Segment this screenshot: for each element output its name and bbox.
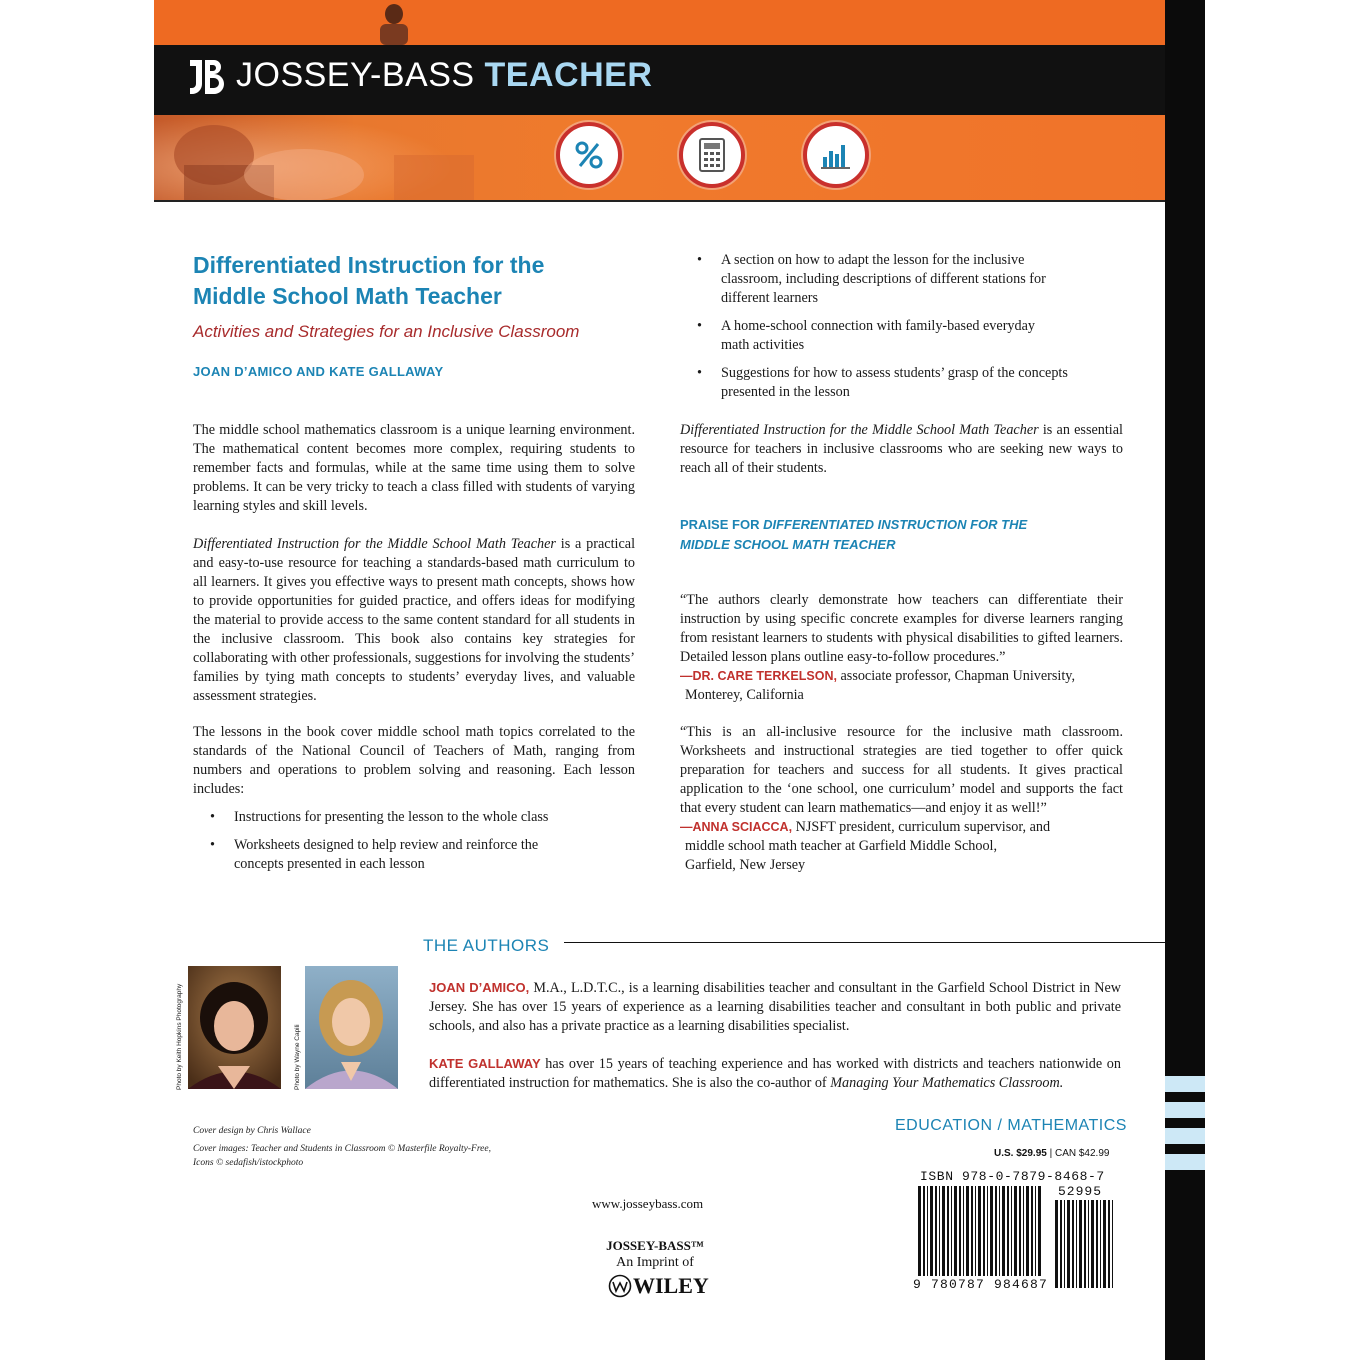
barcode-bar (1108, 1200, 1110, 1288)
barcode-bar (1064, 1200, 1065, 1288)
quote-attribution (680, 667, 1123, 686)
barcode-bar (995, 1186, 997, 1276)
bar-chart-icon (803, 122, 869, 188)
barcode-bar (1035, 1186, 1036, 1276)
barcode-bar (1067, 1200, 1070, 1288)
spine-stripe (1165, 1076, 1205, 1092)
barcode-bar (927, 1186, 928, 1276)
barcode-bar (959, 1186, 961, 1276)
teacher-photo (364, 0, 424, 45)
book-title-ref: Differentiated Instruction for the Middle School Math Teacher (680, 422, 1039, 438)
barcode-bar (930, 1186, 933, 1276)
price: U.S. $29.95 | CAN $42.99 (994, 1148, 1110, 1159)
description-paragraph-3: The lessons in the book cover middle school math topics correlated to the standards of the National Council of Teachers of Math, ranging from numbers and operations to problem solving and reasoning. Each lesson includes: (193, 724, 635, 797)
quote-attribution (680, 818, 1123, 837)
wiley-seal-icon (608, 1274, 632, 1298)
classroom-photo (154, 115, 474, 201)
book-authors: JOAN D’AMICO AND KATE GALLAWAY (193, 364, 444, 379)
author-bio-text: M.A., L.D.T.C., is a learning disabilities teacher and consultant in the Garfield School District in New Jersey. She has over 15 years of experience as a learning disabilities teacher and consultant in both public and private schools, and also has a private practice as a learning disabilities specialist. (429, 980, 1121, 1034)
brand-wordmark (236, 56, 652, 95)
author-photo-joan (188, 966, 281, 1089)
description-paragraph-1: The middle school mathematics classroom is a unique learning environment. The mathematical content becomes more complex, requiring students to remember facts and formulas, while at the same time using them to solve problems. It can be very tricky to teach a class filled with students of varying learning styles and skill levels. (193, 422, 635, 514)
lesson-features-list-right (680, 251, 1080, 411)
quote-author-role: NJSFT president, curriculum supervisor, and (792, 819, 1051, 835)
barcode-bar (987, 1186, 988, 1276)
jossey-bass-logo-icon (186, 58, 226, 98)
author-photo-kate (305, 966, 398, 1089)
barcode-bar (1096, 1200, 1098, 1288)
barcode-bar (1019, 1186, 1021, 1276)
list-item: • A section on how to adapt the lesson for the inclusive classroom, including descriptions of different stations for different learners (680, 251, 1076, 308)
calculator-icon (679, 122, 745, 188)
praise-quote-2 (680, 723, 1123, 875)
closing-paragraph (680, 421, 1123, 478)
ean5-digits: 52995 (1058, 1184, 1103, 1199)
price-us: U.S. $29.95 (994, 1148, 1047, 1159)
barcode-bar (983, 1186, 985, 1276)
barcode-bar (1014, 1186, 1017, 1276)
list-item: • Suggestions for how to assess students’ grasp of the concepts presented in the lesson (680, 364, 1096, 402)
barcode-bar (1031, 1186, 1033, 1276)
cover-images-credit: Cover images: Teacher and Students in Classroom © Masterfile Royalty-Free, Icons © sedafish/istockphoto (193, 1144, 491, 1168)
imprint-name: JOSSEY-BASS™ (606, 1238, 704, 1253)
barcode-bar (966, 1186, 969, 1276)
wiley-logo (608, 1273, 708, 1301)
book-title-line: Differentiated Instruction for the (193, 252, 545, 278)
barcode-bar (1091, 1200, 1094, 1288)
barcode-bar (1076, 1200, 1077, 1288)
barcode-bar (990, 1186, 993, 1276)
author-name: KATE GALLAWAY (429, 1056, 541, 1071)
quote-author-role: middle school math teacher at Garfield Middle School, (685, 838, 998, 854)
imprint-of: An Imprint of (616, 1255, 694, 1270)
barcode-ean5 (1055, 1200, 1115, 1288)
barcode-bar (1084, 1200, 1086, 1288)
barcode-bar (1055, 1200, 1058, 1288)
lesson-features-list-left (193, 808, 613, 883)
barcode-bar (918, 1186, 921, 1276)
percent-icon (556, 122, 622, 188)
barcode-bar (954, 1186, 957, 1276)
book-category: EDUCATION / MATHEMATICS (895, 1117, 1127, 1134)
barcode-bar (1007, 1186, 1009, 1276)
barcode-bar (1100, 1200, 1101, 1288)
praise-heading-title: MIDDLE SCHOOL MATH TEACHER (680, 537, 896, 552)
praise-quote-1 (680, 591, 1123, 705)
barcode-bar (975, 1186, 976, 1276)
author-bio-kate (429, 1054, 1121, 1093)
quote-text: “This is an all-inclusive resource for the inclusive math classroom. Worksheets and instructional strategies are tied together to offer quick preparation for teachers and success for all students. It gives practical application to the ‘one school, one curriculum’ model and supports the fact that every student can learn mathematics—and enjoy it as well!” (680, 724, 1123, 816)
quote-author-name: —ANNA SCIACCA, (680, 820, 793, 834)
header-rule (154, 200, 1165, 202)
cover-design-credit: Cover design by Chris Wallace (193, 1126, 311, 1136)
authors-rule (564, 942, 1165, 943)
book-title (193, 250, 623, 312)
author-bio-text: has over 15 years of teaching experience and has worked with districts and teachers nationwide on differentiated instruction for mathematics. She is also the co-author of (429, 1056, 1121, 1091)
barcode-bar (1079, 1200, 1082, 1288)
barcode-bar (1060, 1200, 1062, 1288)
spine-stripe (1165, 1154, 1205, 1170)
photo-credit-1: Photo by Keith Hopkins Photography (176, 983, 183, 1090)
barcode-digits: 9 780787 984687 (913, 1277, 1049, 1292)
authors-heading: THE AUTHORS (423, 936, 550, 955)
barcode-bar (971, 1186, 973, 1276)
publisher-name: WILEY (633, 1273, 709, 1298)
quote-author-role: Garfield, New Jersey (685, 857, 806, 873)
quote-author-role: Monterey, California (685, 687, 804, 703)
barcode-bar (942, 1186, 945, 1276)
barcode-bar (935, 1186, 937, 1276)
author-name: JOAN D’AMICO, (429, 980, 530, 995)
price-can: CAN $42.99 (1054, 1148, 1110, 1159)
book-title-ref: Differentiated Instruction for the Middle School Math Teacher (193, 536, 556, 552)
classroom-photo-band (154, 115, 1165, 201)
barcode-bar (1002, 1186, 1005, 1276)
barcode-bar (1103, 1200, 1106, 1288)
description-paragraph-2 (193, 535, 635, 706)
praise-heading-title: DIFFERENTIATED INSTRUCTION FOR THE (763, 517, 1028, 532)
barcode-main (918, 1186, 1043, 1290)
book-subtitle: Activities and Strategies for an Inclusive Classroom (193, 322, 580, 341)
barcode-bar (951, 1186, 952, 1276)
photo-credit-2: Photo by Wayne Capili (294, 1024, 301, 1090)
author-book-title: Managing Your Mathematics Classroom. (830, 1075, 1064, 1091)
spine-stripe (1165, 1102, 1205, 1118)
brand-name: JOSSEY-BASS (236, 56, 475, 94)
list-item: • Worksheets designed to help review and reinforce the concepts presented in each lesson (193, 836, 564, 874)
list-item: • Instructions for presenting the lesson to the whole class (193, 808, 613, 827)
barcode-bar (1112, 1200, 1113, 1288)
header-top-band (154, 0, 1165, 45)
book-title-line: Middle School Math Teacher (193, 283, 502, 309)
quote-author-role: associate professor, Chapman University, (836, 668, 1076, 684)
barcode-bar (978, 1186, 981, 1276)
barcode-bar (1026, 1186, 1029, 1276)
praise-heading (680, 515, 1027, 555)
barcode-bar (999, 1186, 1000, 1276)
barcode-bar (963, 1186, 964, 1276)
list-item: • A home-school connection with family-based everyday math activities (680, 317, 1066, 355)
barcode-bar (1072, 1200, 1074, 1288)
barcode-bar (939, 1186, 940, 1276)
publisher-url: www.josseybass.com (592, 1196, 704, 1211)
quote-text: “The authors clearly demonstrate how teachers can differentiate their instruction by using specific concrete examples for diverse learners ranging from resistant learners to students with physical disabilities to gifted learners. Detailed lesson plans outline easy-to-follow procedures.” (680, 592, 1123, 665)
barcode-bar (1038, 1186, 1041, 1276)
spine-stripe (1165, 1128, 1205, 1144)
praise-heading-prefix: PRAISE FOR (680, 517, 764, 532)
brand-series: TEACHER (484, 56, 653, 94)
closing-text: is an essential resource for teachers in inclusive classrooms who are seeking new ways to reach all of their students. (680, 422, 1123, 476)
author-bio-joan (429, 978, 1121, 1036)
barcode-bar (1088, 1200, 1089, 1288)
isbn-text: ISBN 978-0-7879-8468-7 (920, 1169, 1105, 1184)
barcode-bar (923, 1186, 925, 1276)
barcode-bar (1023, 1186, 1024, 1276)
barcode-bar (947, 1186, 949, 1276)
barcode-bar (1011, 1186, 1012, 1276)
quote-author-name: —DR. CARE TERKELSON, (680, 669, 837, 683)
description-text: is a practical and easy-to-use resource for teaching a standards-based math curriculum to all learners. It gives you effective ways to present math concepts, shows how to provide opportunities for guided practice, and offers ideas for modifying the material to provide access to the same content standard for all students in the inclusive classroom. This book also contains key strategies for collaborating with other professionals, suggestions for involving the students’ families by tying math concepts to students’ everyday lives, and valuable assessment strategies. (193, 536, 636, 704)
